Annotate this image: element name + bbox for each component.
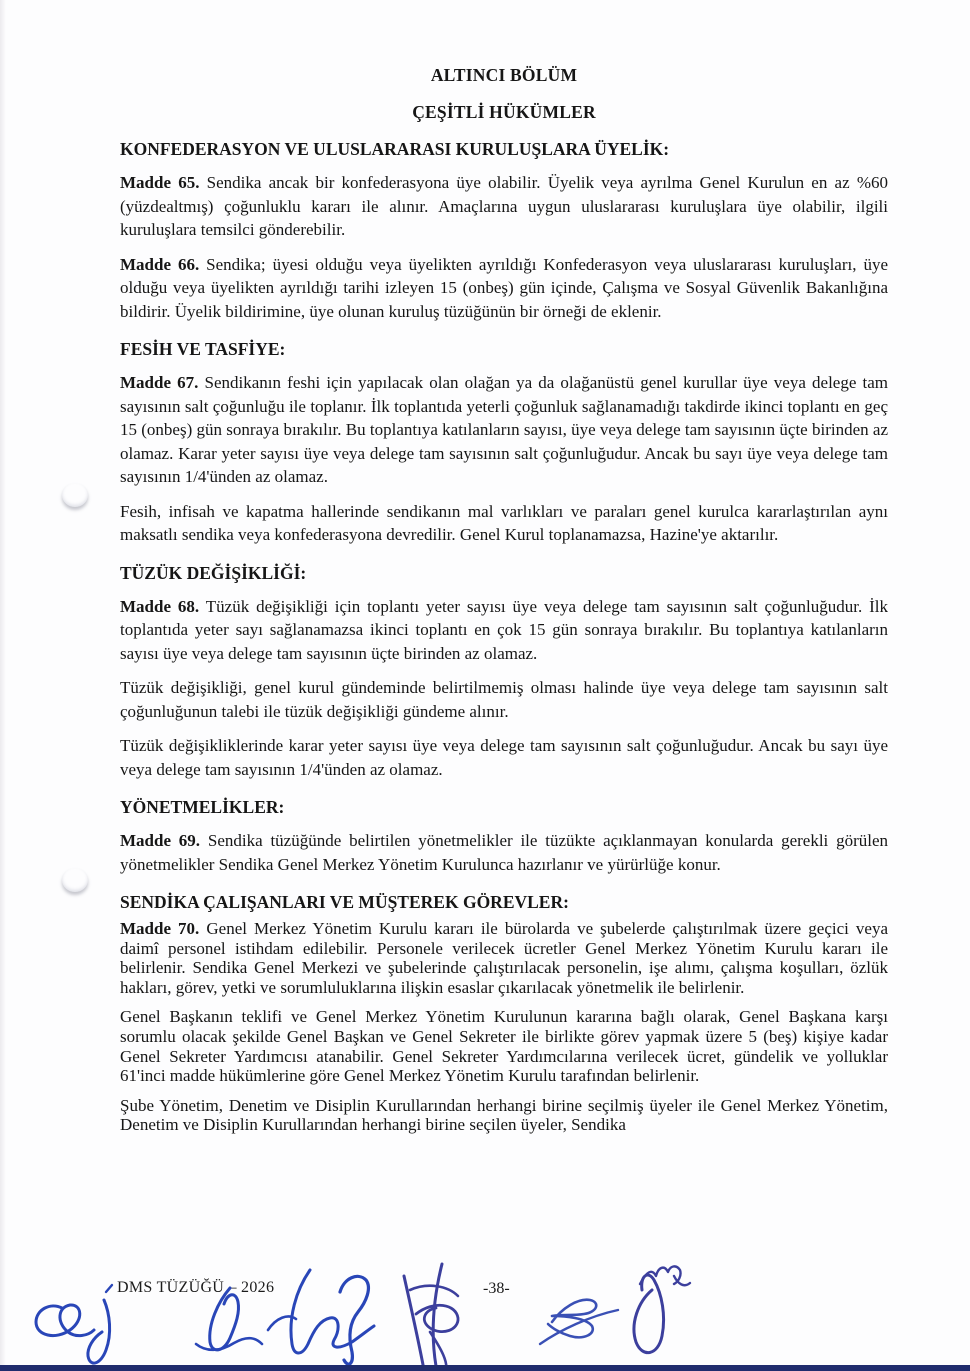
article-69-number: Madde 69. [120, 831, 201, 850]
dissolution-assets-text: Fesih, infisah ve kapatma hallerinde sendikanın mal varlıkları ve paraları genel kurulca kararlaştırılan aynı maksatlı sendika veya konfederasyona devredilir. Genel Kurul toplanamazsa, Hazine'ye aktarılır. [120, 501, 888, 544]
handwritten-signatures-ink [0, 1258, 970, 1371]
article-66-paragraph [120, 253, 888, 324]
scan-bottom-edge [0, 1365, 970, 1371]
hole-punch-mark [62, 483, 88, 507]
signature-ink-3 [268, 1270, 374, 1353]
signature-ink-2 [196, 1288, 262, 1350]
section-heading-regulations: YÖNETMELİKLER: [120, 797, 285, 817]
article-67-text: Sendikanın feshi için yapılacak olan olağan ya da olağanüstü genel kurullar üye veya delege tam sayısının salt çoğunluğu ile toplanır. İlk toplantıda yeterli çoğunluk sağlanamadığı takdirde ikinci toplantı en geç 15 (onbeş) gün sonraya bırakılır. Bu toplantıya katılanların sayısı, üye veya delege tam sayısının üçte birinden az olamaz. Karar yeter sayısı üye veya delege tam sayısının salt çoğunluğudur. Ancak bu sayı üye veya delege tam sayısının 1/4'ünden az olamaz. [120, 373, 889, 486]
article-66-text: Sendika; üyesi olduğu veya üyelikten ayrıldığı Konfederasyon veya uluslararası kuruluşları, üye olduğu veya üyelikten ayrıldığı tarihi izleyen 15 (onbeş) gün içinde, Çalışma ve Sosyal Güvenlik Bakanlığına bildirir. Üyelik bildirimine, üye olunan kuruluş tüzüğünün bir örneği de eklenir. [120, 254, 888, 321]
article-69-paragraph [120, 829, 888, 876]
article-65-text: Sendika ancak bir konfederasyona üye olabilir. Üyelik veya ayrılma Genel Kurulun en az %60 (yüzdealtmış) çoğunluklu kararı ile alınır. Amaçlarına uygun uluslararası kuruluşlara üye olabilir, ilgili kuruluşlara temsilci gönderebilir. [120, 173, 888, 239]
article-65-paragraph [120, 171, 888, 242]
article-68-paragraph [120, 595, 888, 666]
article-69-text: Sendika tüzüğünde belirtilen yönetmelikler ile tüzükte açıklanmayan konularda gerekli görülen yönetmelikler Sendika Genel Merkez Yönetim Kurulunca hazırlanır ve yürürlüğe konur. [120, 831, 889, 874]
branch-boards-paragraph [120, 1096, 888, 1135]
amendment-quorum-paragraph [120, 734, 888, 781]
signature-ink-5 [404, 1264, 458, 1371]
article-67-number: Madde 67. [120, 373, 199, 392]
amendment-agenda-paragraph [120, 676, 888, 723]
footer-doc-label: DMS TÜZÜĞÜ – 2026 [117, 1279, 275, 1296]
hole-punch-mark [62, 868, 88, 892]
president-proposal-text: Genel Başkanın teklifi ve Genel Merkez Yönetim Kurulunun kararına bağlı olarak, Genel Başkana karşı sorumlu olacak şekilde Genel Başkan ve Genel Sekreter ile birlikte görev yapmak üzere 5 (beş) kişiye kadar Genel Sekreter Yardımcısı atanabilir. Genel Sekreter Yardımcılarına verilecek ücret, gündelik ve yolluklar 61'inci madde hükümlerine göre Genel Merkez Yönetim Kurulu tarafından belirlenir. [120, 1007, 888, 1086]
article-67-paragraph [120, 371, 888, 489]
section-heading-membership: KONFEDERASYON VE ULUSLARARASI KURULUŞLARA ÜYELİK: [120, 139, 670, 159]
president-proposal-paragraph [120, 1007, 888, 1085]
section-heading-amendment: TÜZÜK DEĞİŞİKLİĞİ: [120, 562, 307, 583]
amendment-agenda-text: Tüzük değişikliği, genel kurul gündeminde belirtilmemiş olması halinde üye veya delege tam sayısının salt çoğunluğunun talebi ile tüzük değişikliği gündeme alınır. [120, 678, 888, 721]
page-body [120, 64, 888, 1145]
article-70-text: Genel Merkez Yönetim Kurulu kararı ile bürolarda ve şubelerde çalıştırılmak üzere geçici veya daimî personel istihdam edilebilir. Personele verilecek ücretler Genel Merkez Yönetim Kurulu kararı ile belirlenir. Sendika Genel Merkezi ve şubelerinde çalıştırılacak personelin, işe alımı, çalışma koşulları, özlük hakları, görev, yetki ve sorumluluklarına ilişkin esaslar çıkarılacak yönetmelik ile belirlenir. [120, 919, 889, 997]
signature-ink-1 [36, 1285, 112, 1363]
amendment-quorum-text: Tüzük değişikliklerinde karar yeter sayısı üye veya delege tam sayısının salt çoğunluğudur. Ancak bu sayı üye veya delege tam sayısının 1/4'ünden az olamaz. [120, 736, 888, 779]
signature-ink-6 [540, 1300, 618, 1344]
article-70-number: Madde 70. [120, 919, 200, 938]
signature-ink-7 [634, 1266, 690, 1352]
chapter-subheading: ÇEŞİTLİ HÜKÜMLER [412, 102, 596, 122]
chapter-heading: ALTINCI BÖLÜM [430, 65, 578, 85]
article-70-paragraph [120, 919, 888, 997]
branch-boards-text: Şube Yönetim, Denetim ve Disiplin Kurullarından herhangi birine seçilmiş üyeler ile Genel Merkez Yönetim, Denetim ve Disiplin Kurullarından herhangi birine seçilen üyeler, Sendika [120, 1095, 888, 1135]
article-66-number: Madde 66. [120, 254, 200, 274]
signature-ink-4 [340, 1276, 368, 1364]
page-number: -38- [483, 1280, 510, 1297]
section-heading-employees: SENDİKA ÇALIŞANLARI VE MÜŞTEREK GÖREVLER: [120, 892, 569, 912]
article-68-text: Tüzük değişikliği için toplantı yeter sayısı üye veya delege tam sayısının salt çoğunluğudur. İlk toplantıda yeter sayı sağlanamazsa ikinci toplantı en çok 15 gün sonraya bırakılır. Bu toplantıya katılanların sayısı üye veya delege tam sayısının üçte birinden az olamaz. [120, 596, 888, 663]
section-heading-dissolution: FESİH VE TASFİYE: [120, 339, 286, 359]
article-65-number: Madde 65. [120, 173, 200, 192]
article-68-number: Madde 68. [120, 596, 200, 616]
dissolution-assets-paragraph [120, 500, 888, 547]
